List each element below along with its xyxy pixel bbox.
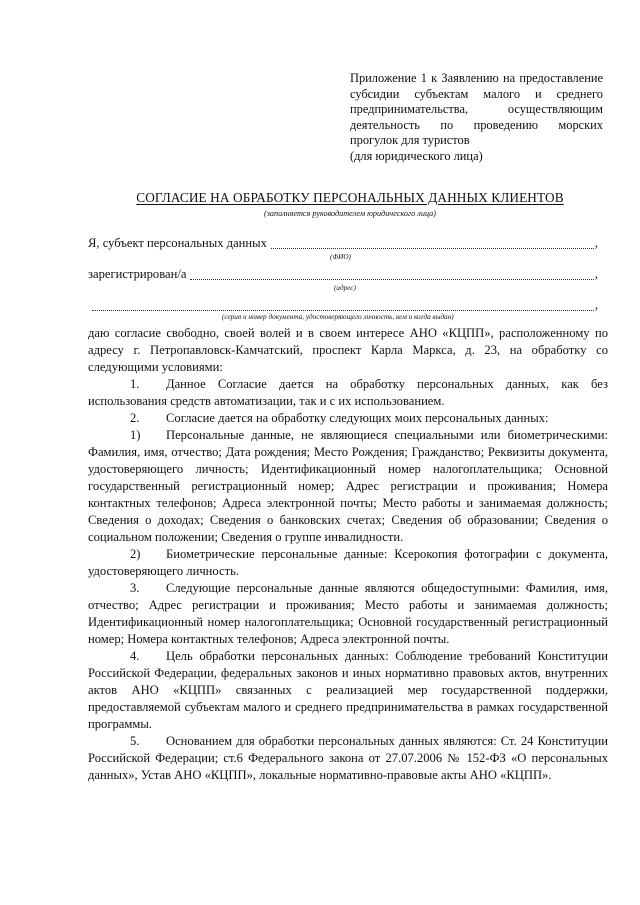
title-note: (заполняется руководителем юридического лица) xyxy=(264,209,436,218)
document-title: СОГЛАСИЕ НА ОБРАБОТКУ ПЕРСОНАЛЬНЫХ ДАННЫХ КЛИЕНТОВ xyxy=(136,190,564,205)
header-line: (для юридического лица) xyxy=(350,148,483,163)
comma: , xyxy=(594,267,598,281)
subclause-1 xyxy=(88,427,608,546)
id-document-caption: (серия и номер документа, удостоверяющего личность, кем и когда выдан) xyxy=(222,313,454,321)
fio-blank-line[interactable] xyxy=(271,236,594,249)
id-document-blank-line[interactable] xyxy=(92,298,594,311)
clause-5 xyxy=(88,733,608,784)
header-line: прогулок для туристов xyxy=(350,133,470,148)
clause-number: 2. xyxy=(130,411,140,425)
clause-number: 2) xyxy=(130,547,141,561)
clause-text: Основанием для обработки персональных данных являются: Ст. 24 Конституции Российской Федерации; ст.6 Федерального закона от 27.07.2006 № 152-ФЗ «О персональных данных», Устав АНО «КЦПП», локальные нормативно-правовые акты АНО «КЦПП». xyxy=(88,734,608,782)
fio-caption: (ФИО) xyxy=(330,253,351,261)
clause-4 xyxy=(88,648,608,733)
clause-text: Персональные данные, не являющиеся специальными или биометрическими: Фамилия, имя, отчество; Дата рождения; Место Рождения; Гражданство; Реквизиты документа, удостоверяющего личность; Идентификационный номер налогоплательщика; Основной государственный регистрационный номер; Адрес регистрации и проживания; Номера контактных телефонов; Адреса электронной почты; Место работы и занимаемая должность; Сведения о доходах; Сведения о банковских счетах; Сведения об образовании; Сведения о социальном положении; Сведения о группе инвалидности. xyxy=(88,428,608,544)
address-caption: (адрес) xyxy=(334,284,356,292)
header-line: деятельность по проведению морских xyxy=(350,117,603,132)
address-label: зарегистрирован/а xyxy=(88,267,187,281)
clause-text: Следующие персональные данные являются общедоступными: Фамилия, имя, отчество; Адрес регистрации и проживания; Место работы и занимаемая должность; Идентификационный номер налогоплательщика; Основной государственный регистрационный номер; Номера контактных телефонов; Адреса электронной почты. xyxy=(88,581,608,646)
clause-text: Цель обработки персональных данных: Соблюдение требований Конституции Российской Федерации, федеральных законов и иных нормативно правовых актов, внутренних актов АНО «КЦПП» связанных с реализацией мер государственной поддержки, предоставляемой субъектам малого и среднего предпринимательства в рамках государственной программы. xyxy=(88,649,608,731)
comma: , xyxy=(594,236,598,250)
clause-number: 5. xyxy=(130,734,140,748)
clause-number: 1. xyxy=(130,377,140,391)
subclause-2 xyxy=(88,546,608,580)
header-line: Приложение 1 к Заявлению на предоставление xyxy=(350,71,603,85)
clause-number: 3. xyxy=(130,581,140,595)
id-document-field[interactable] xyxy=(88,298,598,313)
clause-3 xyxy=(88,580,608,648)
intro-paragraph: даю согласие свободно, своей волей и в своем интересе АНО «КЦПП», расположенному по адресу г. Петропавловск-Камчатский, проспект Карла Маркса, д. 23, на обработку со следующими условиями: xyxy=(88,326,608,374)
clause-number: 1) xyxy=(130,428,141,442)
consent-body xyxy=(88,325,608,784)
clause-number: 4. xyxy=(130,649,140,663)
clause-2 xyxy=(88,410,608,427)
appendix-header-note xyxy=(350,71,603,165)
clause-text: Биометрические персональные данные: Ксерокопия фотографии с документа, удостоверяющего личность. xyxy=(88,547,608,578)
address-blank-line[interactable] xyxy=(190,267,593,280)
clause-text: Данное Согласие дается на обработку персональных данных, как без использования средств автоматизации, так и с их использованием. xyxy=(88,377,608,408)
header-line: предпринимательства, осуществляющим xyxy=(350,102,603,117)
clause-text: Согласие дается на обработку следующих моих персональных данных: xyxy=(166,411,549,425)
header-line: субсидии субъектам малого и среднего xyxy=(350,86,603,101)
fio-field[interactable] xyxy=(88,236,598,251)
address-field[interactable] xyxy=(88,267,598,282)
clause-1 xyxy=(88,376,608,410)
fio-label: Я, субъект персональных данных xyxy=(88,236,267,250)
comma: , xyxy=(594,298,598,312)
